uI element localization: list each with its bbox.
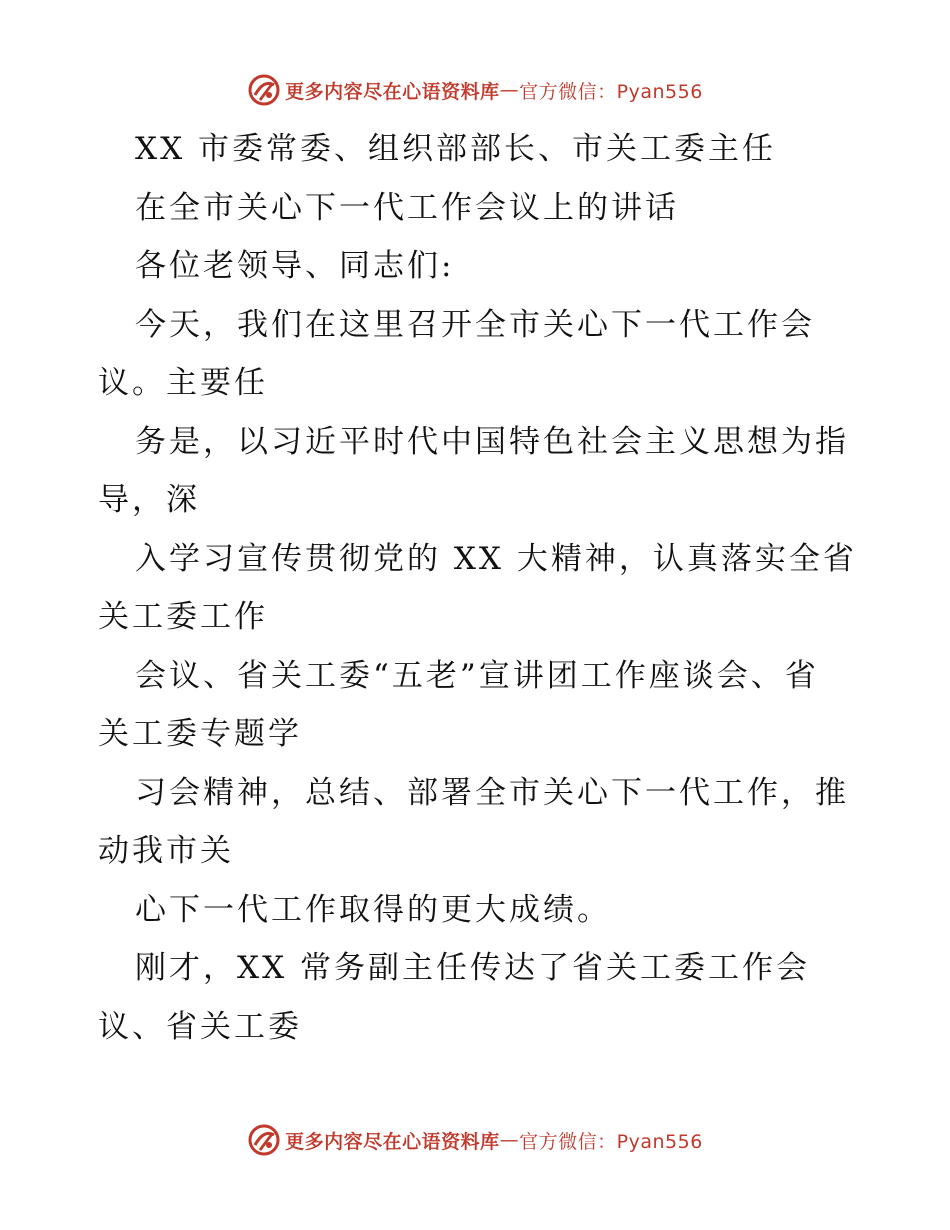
text-line: 导，深 <box>98 482 200 518</box>
banner-main-text: 更多内容尽在心语资料库 <box>285 1130 500 1153</box>
header-banner <box>0 70 950 110</box>
text-line: 议。主要任 <box>98 365 268 401</box>
ribbon-pen-logo-icon <box>247 1123 281 1157</box>
text-line: 各位老领导、同志们: <box>135 248 455 284</box>
banner-sub-text: 官方微信：Pyan556 <box>519 1130 703 1153</box>
banner-main-text: 更多内容尽在心语资料库 <box>285 80 500 103</box>
text-line: 入学习宣传贯彻党的 XX 大精神，认真落实全省 <box>135 540 857 577</box>
ribbon-pen-logo-icon <box>247 73 281 107</box>
text-line: 动我市关 <box>98 833 234 869</box>
text-line: 关工委工作 <box>98 599 268 635</box>
text-line: 心下一代工作取得的更大成绩。 <box>135 891 611 928</box>
text-line: 务是，以习近平时代中国特色社会主义思想为指 <box>135 423 849 460</box>
text-line: 议、省关工委 <box>98 1008 302 1045</box>
text-line: XX 市委常委、组织部部长、市关工委主任 <box>135 131 776 167</box>
text-line: 习会精神，总结、部署全市关心下一代工作，推 <box>135 774 849 811</box>
footer-banner <box>0 1120 950 1160</box>
banner-separator: — <box>499 1129 520 1151</box>
text-line: 今天，我们在这里召开全市关心下一代工作会 <box>135 306 815 343</box>
banner-separator: — <box>499 79 520 101</box>
document-body <box>98 120 868 1056</box>
text-line: 关工委专题学 <box>98 716 302 752</box>
text-line: 刚才，XX 常务副主任传达了省关工委工作会 <box>135 950 810 986</box>
banner-sub-text: 官方微信：Pyan556 <box>519 80 703 103</box>
text-line: 在全市关心下一代工作会议上的讲话 <box>135 189 679 226</box>
text-line: 会议、省关工委“五老”宣讲团工作座谈会、省 <box>135 657 819 694</box>
